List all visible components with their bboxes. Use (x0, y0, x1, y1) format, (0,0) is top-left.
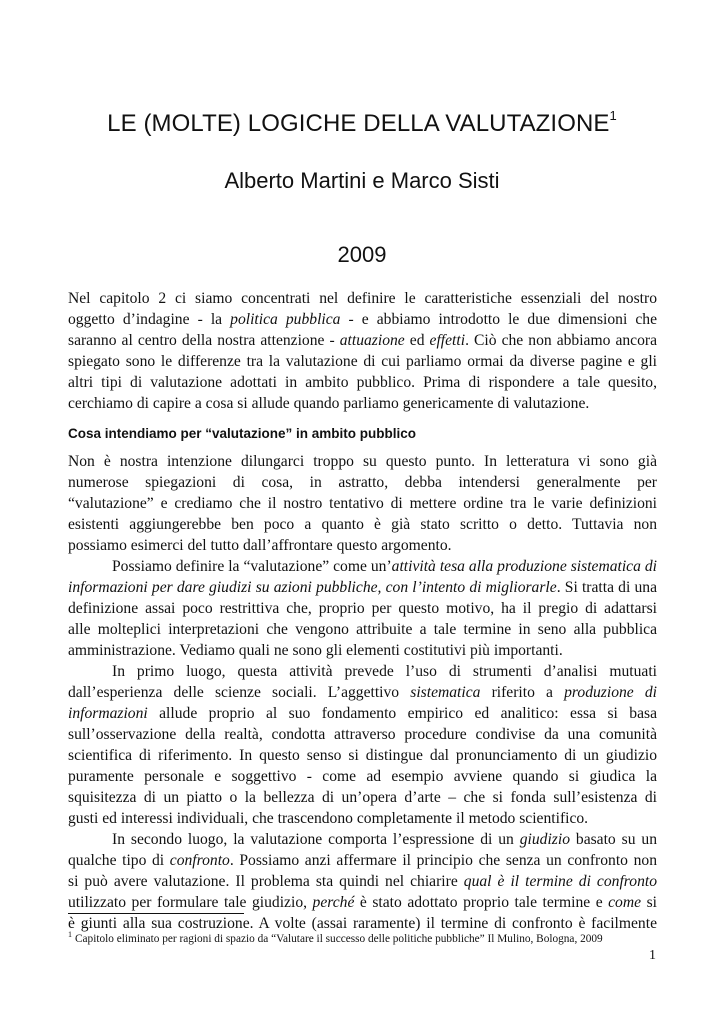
page-number: 1 (649, 948, 656, 963)
text-line: Nel capitolo 2 ci siamo concentrati nel definire le caratteristiche essenziali del nostro (68, 290, 657, 307)
text-line: è giunti alla sua costruzione. A volte (assai raramente) il termine di confronto è facilmente (68, 915, 657, 932)
text-line: definizione assai poco restrittiva che, proprio per questo motivo, ha il pregio di adattarsi (68, 600, 657, 617)
section-body (68, 451, 657, 934)
text-line: In primo luogo, questa attività prevede l’uso di strumenti d’analisi mutuati (112, 663, 657, 680)
text-line: si può avere valutazione. Il problema sta quindi nel chiarire qual è il termine di confronto (68, 873, 657, 890)
footnote-divider (68, 913, 244, 914)
text-line: squisitezza di un piatto o la bellezza di un’opera d’arte – che si fonda sull’esistenza di (68, 789, 657, 806)
text-line: informazioni per dare giudizi su azioni pubbliche, con l’intento di migliorarle. Si tratta di una (68, 579, 657, 596)
text-line: dall’esperienza delle scienze sociali. L’aggettivo sistematica riferito a produzione di (68, 684, 658, 701)
text-line: possiamo esimerci del tutto dall’affrontare questo argomento. (68, 537, 452, 554)
text-line: informazioni allude proprio al suo fondamento empirico ed analitico: essa si basa (68, 705, 657, 722)
text-line: In secondo luogo, la valutazione comporta l’espressione di un giudizio basato su un (112, 831, 657, 848)
text-line: amministrazione. Vediamo quali ne sono gli elementi costitutivi più importanti. (68, 642, 563, 659)
text-line: cerchiamo di capire a cosa si allude quando parliamo genericamente di valutazione. (68, 395, 590, 412)
text-line: scientifica di riferimento. In questo senso si distingue dal pronunciamento di un giudizio (68, 747, 657, 764)
footnote-mark: 1 (68, 930, 72, 939)
text-line: Non è nostra intenzione dilungarci troppo su questo punto. In letteratura vi sono già (68, 453, 657, 470)
intro-paragraph (68, 288, 657, 414)
document-title (0, 108, 724, 138)
text-line: “valutazione” e crediamo che il nostro tentativo di mettere ordine tra le varie definizioni (68, 495, 657, 512)
title-footnote-mark: 1 (609, 108, 617, 123)
text-line: esistenti aggiungerebbe ben poco a quanto è già stato scritto o detto. Tuttavia non (68, 516, 657, 533)
text-line: spiegato sono le differenze tra la valutazione di cui parliamo ormai da diverse pagine e gli (68, 353, 657, 370)
title-text: LE (MOLTE) LOGICHE DELLA VALUTAZIONE (107, 110, 610, 137)
document-year: 2009 (337, 242, 387, 267)
text-line: oggetto d’indagine - la politica pubblica - e abbiamo introdotto le due dimensioni che (68, 311, 657, 328)
text-line: qualche tipo di confronto. Possiamo anzi affermare il principio che senza un confronto non (68, 852, 657, 869)
text-line: saranno al centro della nostra attenzione - attuazione ed effetti. Ciò che non abbiamo ancora (68, 332, 658, 349)
footnote (68, 930, 668, 945)
text-line: numerose spiegazioni di cosa, in astratto, debba intendersi generalmente per (68, 474, 657, 491)
document-authors: Alberto Martini e Marco Sisti (224, 168, 500, 193)
footnote-text: Capitolo eliminato per ragioni di spazio da “Valutare il successo delle politiche pubbliche” Il Mulino, Bologna, 2009 (75, 933, 603, 945)
section-heading: Cosa intendiamo per “valutazione” in ambito pubblico (68, 426, 417, 441)
text-line: Possiamo definire la “valutazione” come un’attività tesa alla produzione sistematica di (112, 558, 657, 575)
text-line: puramente personale e soggettivo - come ad esempio avviene quando si giudica la (68, 768, 657, 785)
text-line: utilizzato per formulare tale giudizio, perché è stato adottato proprio tale termine e come si (68, 894, 657, 911)
text-line: altri tipi di valutazione adottati in ambito pubblico. Prima di rispondere a tale quesito, (68, 374, 657, 391)
text-line: sull’osservazione della realtà, condotta attraverso procedure condivise da una comunità (68, 726, 657, 743)
text-line: gusti ed interessi individuali, che trascendono completamente il metodo scientifico. (68, 810, 589, 827)
text-line: alle molteplici interpretazioni che vengono attribuite a tale termine in seno alla pubblica (68, 621, 657, 638)
